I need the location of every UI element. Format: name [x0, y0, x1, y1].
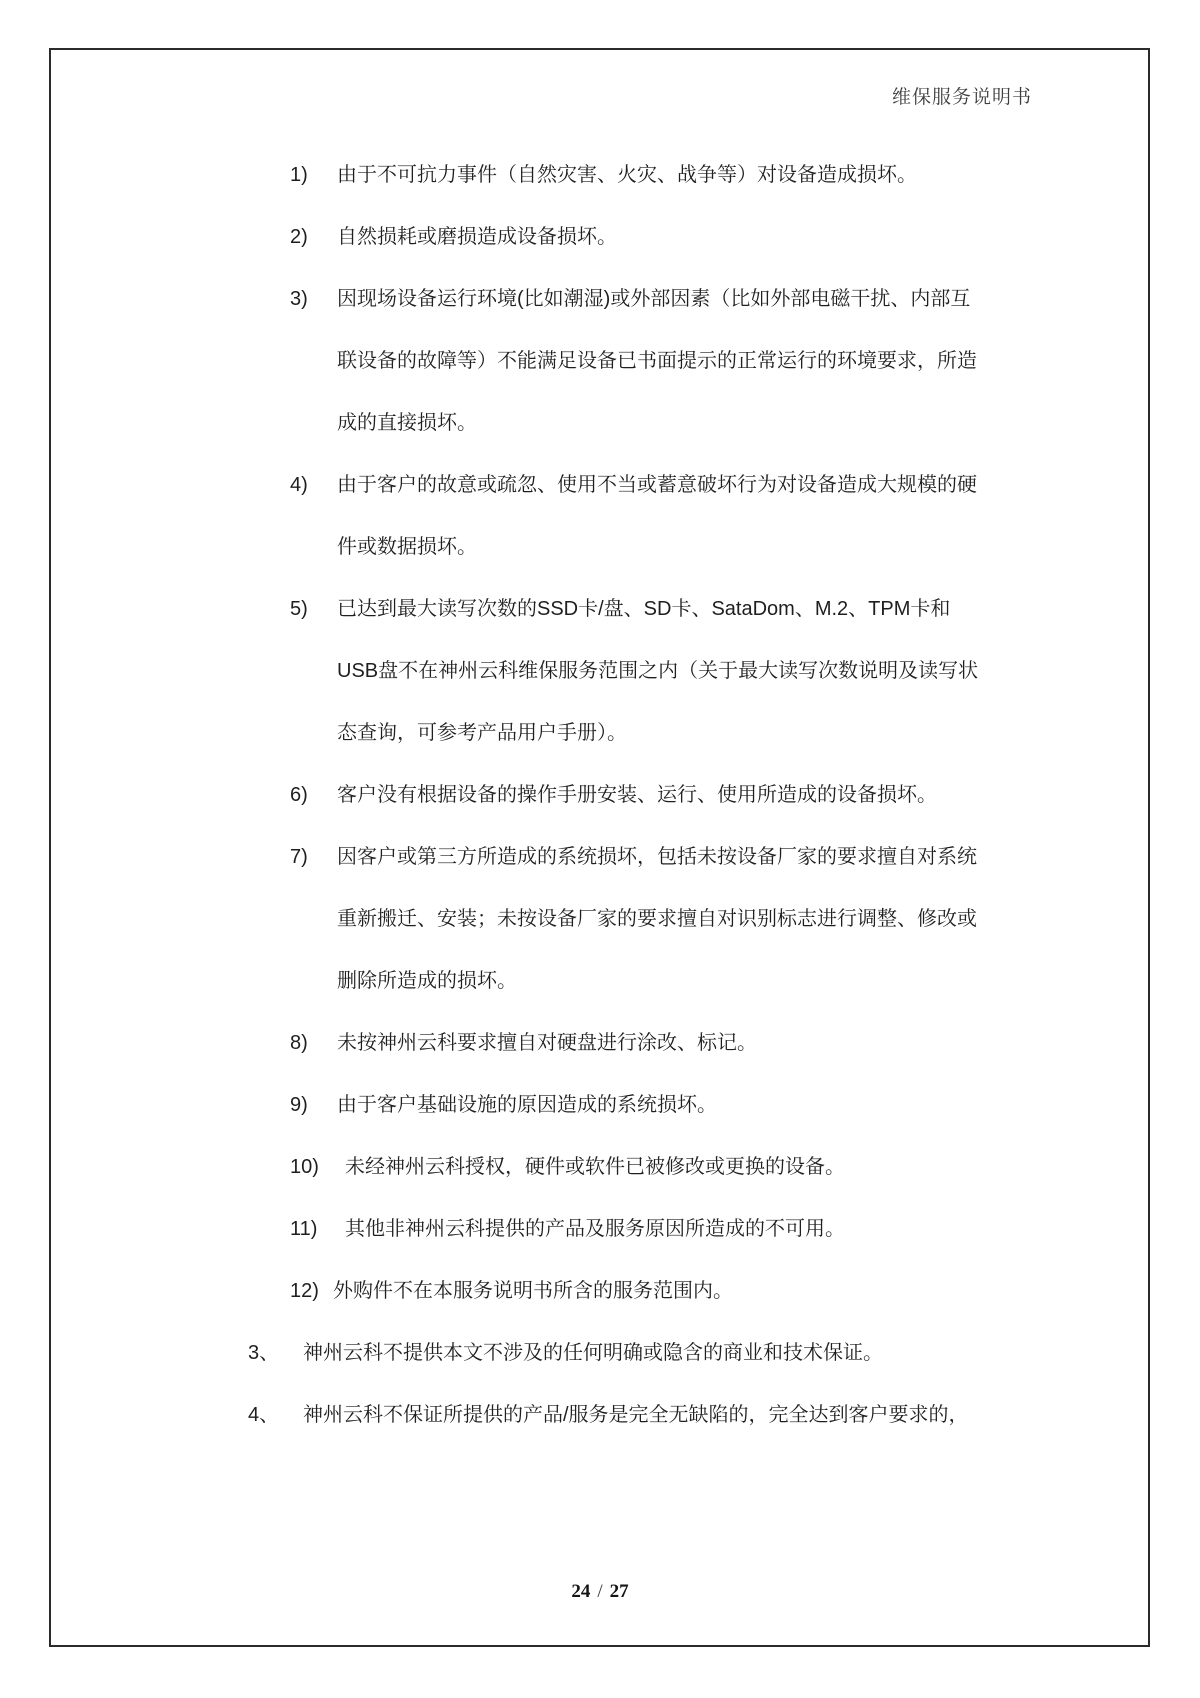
item-number: 10)	[290, 1156, 319, 1178]
list-item	[0, 764, 1200, 826]
item-text-line: 自然损耗或磨损造成设备损坏。	[337, 226, 617, 248]
item-text-line: 未经神州云科授权，硬件或软件已被修改或更换的设备。	[345, 1156, 845, 1178]
item-number: 11)	[290, 1218, 318, 1240]
item-number: 9)	[290, 1094, 308, 1116]
item-text-line: 未按神州云科要求擅自对硬盘进行涂改、标记。	[337, 1032, 757, 1054]
item-text-line: 神州云科不保证所提供的产品/服务是完全无缺陷的，完全达到客户要求的，	[303, 1404, 969, 1426]
item-text-line: 外购件不在本服务说明书所含的服务范围内。	[333, 1280, 733, 1302]
list-item	[0, 1260, 1200, 1322]
page-number-separator: /	[597, 1581, 603, 1602]
item-text-line: 神州云科不提供本文不涉及的任何明确或隐含的商业和技术保证。	[303, 1342, 883, 1364]
item-text-line: 态查询，可参考产品用户手册）。	[337, 722, 627, 744]
item-number: 2)	[290, 226, 308, 248]
page-number-total: 27	[609, 1581, 629, 1602]
item-number: 3、	[248, 1342, 280, 1364]
item-text-line: 由于不可抗力事件（自然灾害、火灾、战争等）对设备造成损坏。	[337, 164, 917, 186]
item-number: 4)	[290, 474, 308, 496]
item-text-line: 已达到最大读写次数的SSD卡/盘、SD卡、SataDom、M.2、TPM卡和	[337, 598, 951, 620]
item-text-line: 客户没有根据设备的操作手册安装、运行、使用所造成的设备损坏。	[337, 784, 937, 806]
list-item	[0, 826, 1200, 1012]
list-item	[0, 578, 1200, 764]
item-number: 12)	[290, 1280, 319, 1302]
list-item	[0, 1198, 1200, 1260]
item-text-line: 因现场设备运行环境(比如潮湿)或外部因素（比如外部电磁干扰、内部互	[337, 288, 971, 310]
item-number: 7)	[290, 846, 308, 868]
list-item	[0, 206, 1200, 268]
list-item	[0, 268, 1200, 454]
item-number: 3)	[290, 288, 308, 310]
header-title: 维保服务说明书	[892, 87, 1033, 108]
list-item	[0, 1012, 1200, 1074]
item-number: 8)	[290, 1032, 308, 1054]
page-number-current: 24	[571, 1581, 591, 1602]
list-item	[0, 1322, 1200, 1384]
item-text-line: 联设备的故障等）不能满足设备已书面提示的正常运行的环境要求，所造	[337, 350, 977, 372]
item-text-line: 由于客户的故意或疏忽、使用不当或蓄意破坏行为对设备造成大规模的硬	[337, 474, 977, 496]
list-item	[0, 1136, 1200, 1198]
item-text-line: 成的直接损坏。	[337, 412, 477, 434]
item-text-line: 删除所造成的损坏。	[337, 970, 517, 992]
list-item	[0, 144, 1200, 206]
item-text-line: 重新搬迁、安装；未按设备厂家的要求擅自对识别标志进行调整、修改或	[337, 908, 977, 930]
item-text-line: USB盘不在神州云科维保服务范围之内（关于最大读写次数说明及读写状	[337, 660, 979, 682]
item-number: 1)	[290, 164, 308, 186]
document-body	[0, 144, 1200, 1446]
page-footer	[0, 1581, 1200, 1603]
item-text-line: 由于客户基础设施的原因造成的系统损坏。	[337, 1094, 717, 1116]
list-item	[0, 1074, 1200, 1136]
item-text-line: 件或数据损坏。	[337, 536, 477, 558]
item-text-line: 因客户或第三方所造成的系统损坏，包括未按设备厂家的要求擅自对系统	[337, 846, 977, 868]
item-text-line: 其他非神州云科提供的产品及服务原因所造成的不可用。	[345, 1218, 845, 1240]
list-item	[0, 454, 1200, 578]
item-number: 4、	[248, 1404, 280, 1426]
item-number: 5)	[290, 598, 308, 620]
item-number: 6)	[290, 784, 308, 806]
list-item	[0, 1384, 1200, 1446]
